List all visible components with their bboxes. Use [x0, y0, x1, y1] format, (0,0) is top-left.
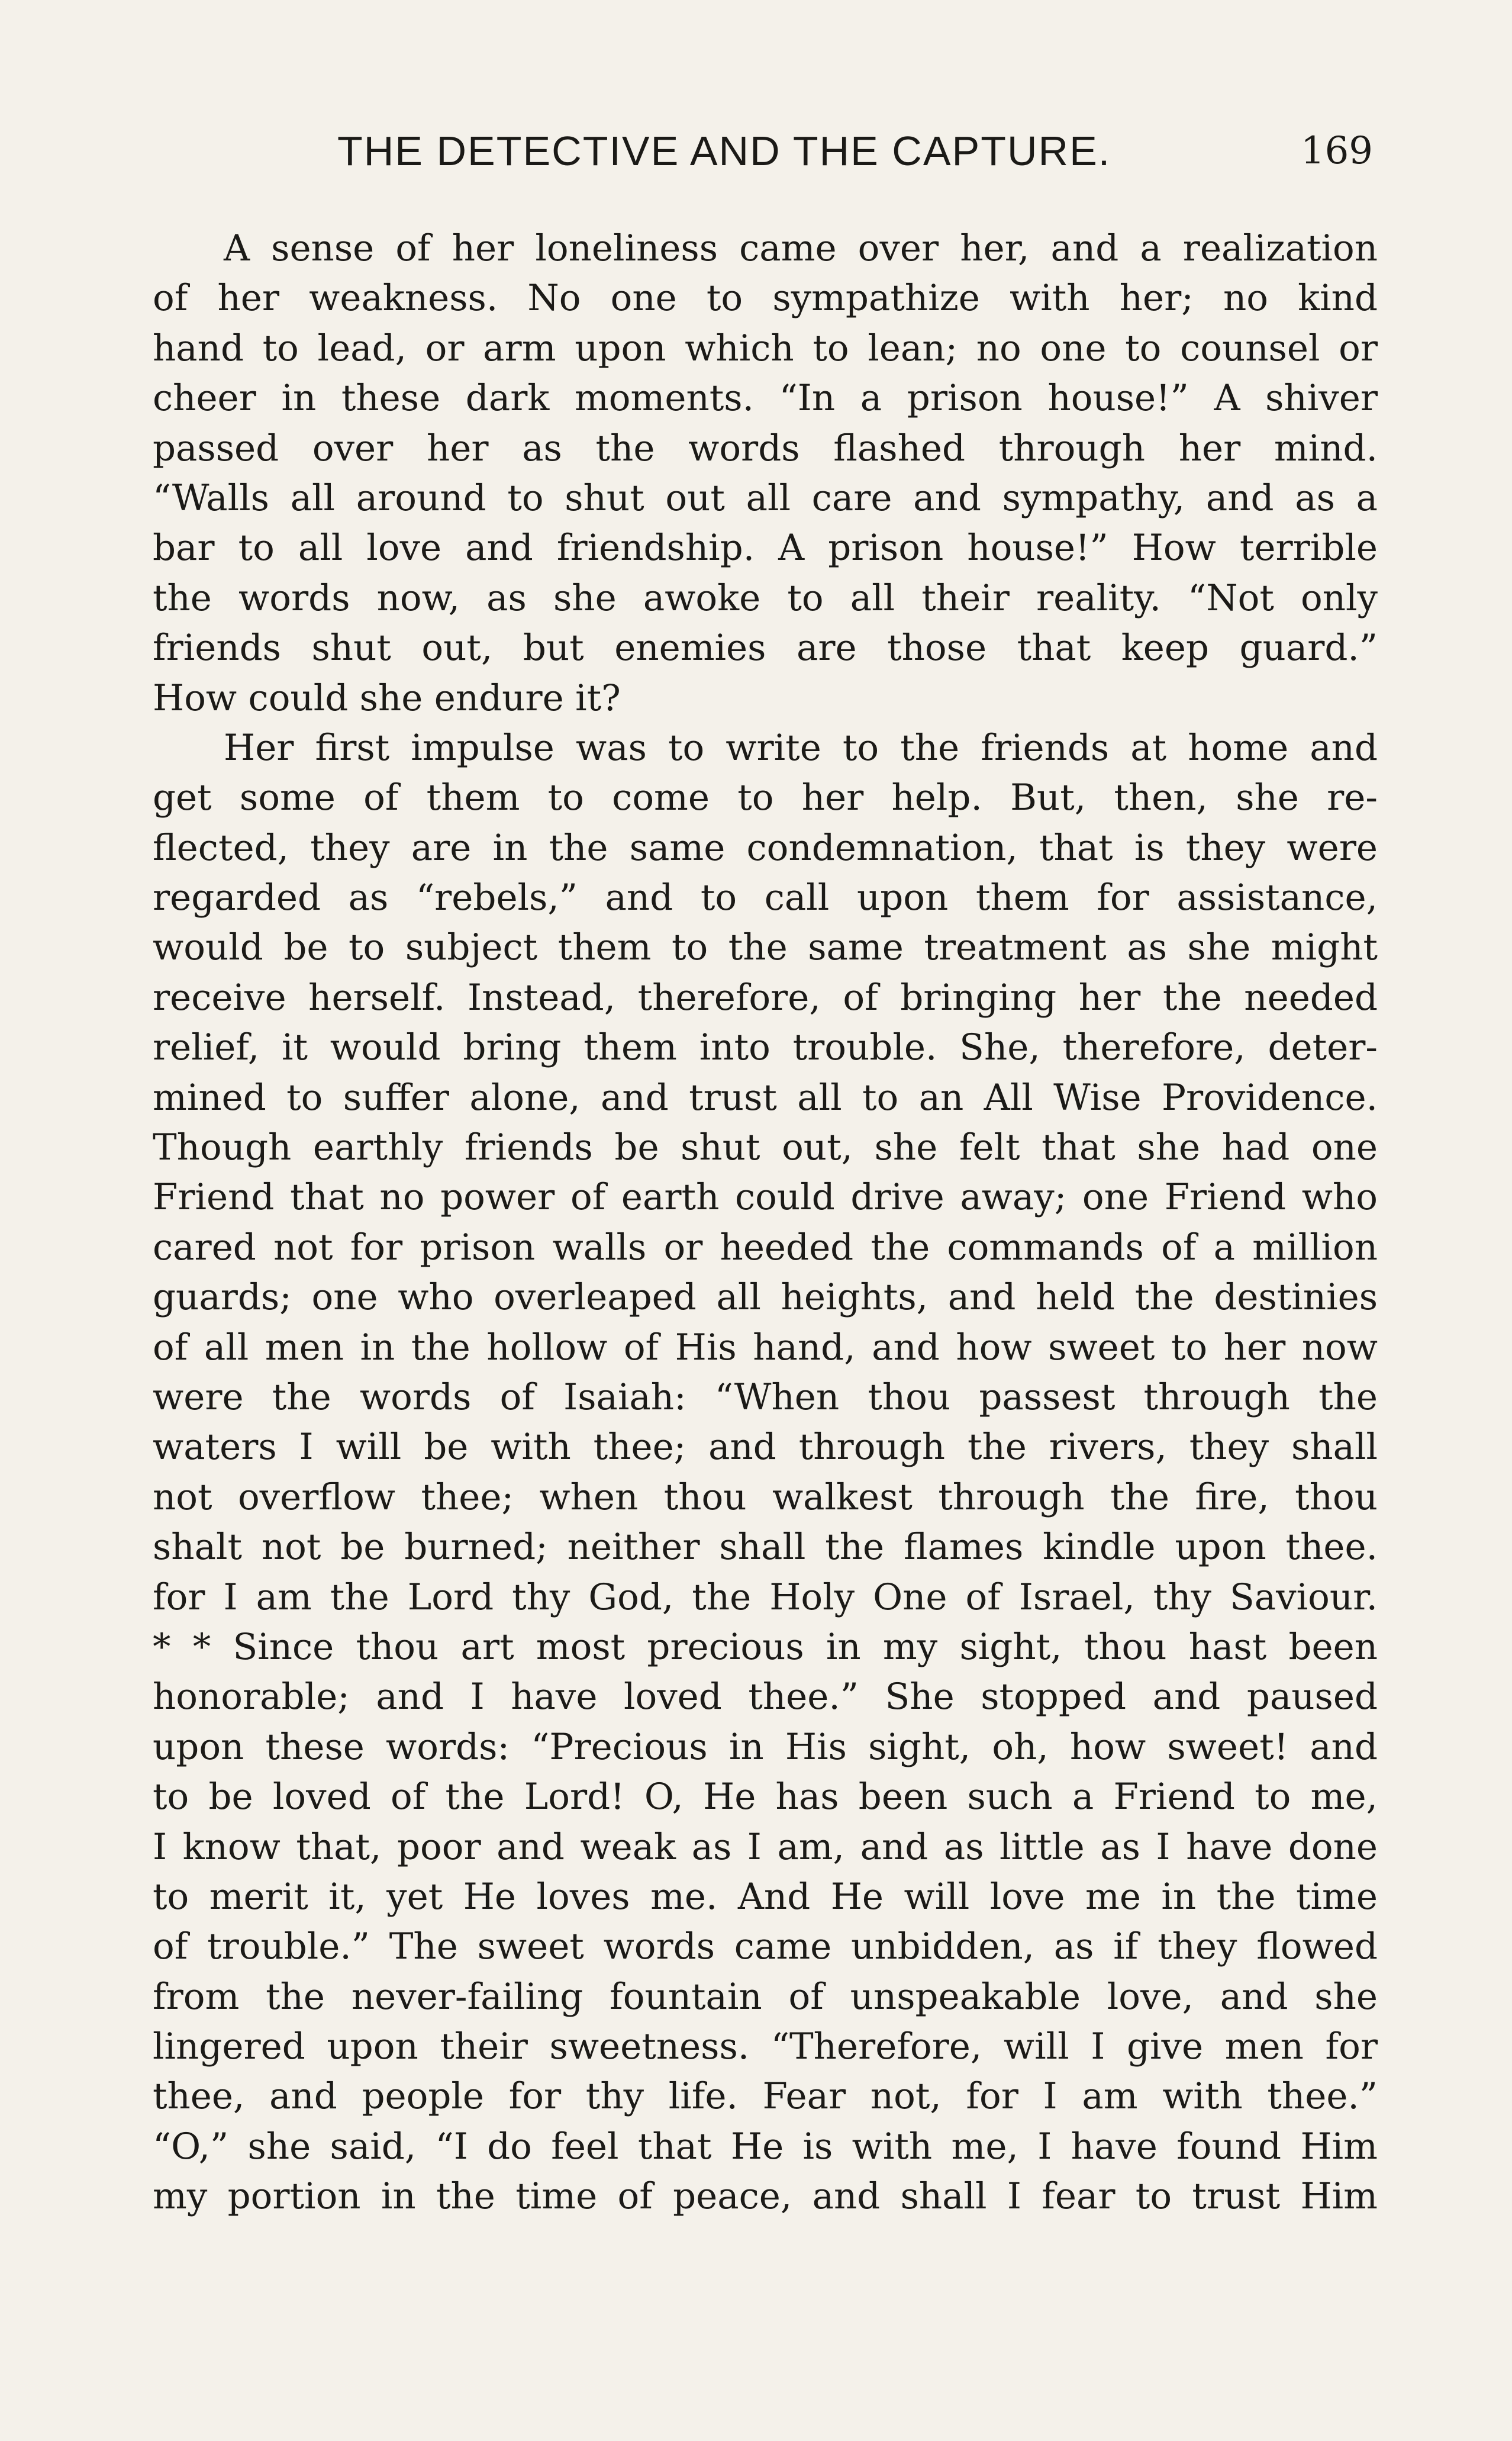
page-header: [154, 124, 1373, 178]
text-line: to be loved of the Lord! O, He has been such a Friend to me,: [153, 1776, 1378, 1818]
text-line: of all men in the hollow of His hand, and how sweet to her now: [153, 1326, 1378, 1368]
text-line: get some of them to come to her help. But, then, she re-: [153, 777, 1378, 819]
body-text: [153, 224, 1378, 2222]
text-line: for I am the Lord thy God, the Holy One of Israel, thy Saviour.: [153, 1576, 1378, 1618]
page-number: 169: [1300, 129, 1373, 173]
running-title: THE DETECTIVE AND THE CAPTURE.: [337, 128, 1111, 174]
text-line: * * Since thou art most precious in my sight, thou hast been: [153, 1625, 1378, 1668]
text-line: relief, it would bring them into trouble. She, therefore, deter-: [153, 1026, 1378, 1069]
text-line: regarded as “rebels,” and to call upon them for assistance,: [153, 877, 1378, 919]
text-line: hand to lead, or arm upon which to lean; no one to counsel or: [153, 327, 1378, 369]
text-line: Though earthly friends be shut out, she felt that she had one: [153, 1126, 1378, 1169]
text-line: would be to subject them to the same treatment as she might: [153, 926, 1378, 969]
text-line: my portion in the time of peace, and shall I fear to trust Him: [153, 2175, 1378, 2218]
text-line: honorable; and I have loved thee.” She stopped and paused: [153, 1676, 1378, 1718]
text-line: bar to all love and friendship. A prison house!” How terrible: [153, 527, 1378, 569]
text-line: shalt not be burned; neither shall the flames kindle upon thee.: [153, 1526, 1378, 1569]
text-line: flected, they are in the same condemnation, that is they were: [153, 826, 1378, 869]
text-line: mined to suffer alone, and trust all to an All Wise Providence.: [153, 1076, 1378, 1119]
text-line: thee, and people for thy life. Fear not, for I am with thee.”: [153, 2075, 1378, 2118]
text-line: A sense of her loneliness came over her, and a realization: [224, 227, 1378, 269]
text-line: “O,” she said, “I do feel that He is with me, I have found Him: [153, 2125, 1378, 2168]
text-line: upon these words: “Precious in His sight, oh, how sweet! and: [153, 1725, 1378, 1768]
text-line: lingered upon their sweetness. “Therefore, will I give men for: [153, 2025, 1378, 2068]
text-line: friends shut out, but enemies are those that keep guard.”: [153, 627, 1378, 669]
text-line: I know that, poor and weak as I am, and as little as I have done: [153, 1825, 1378, 1868]
text-line: Friend that no power of earth could drive away; one Friend who: [153, 1176, 1378, 1219]
text-line: cared not for prison walls or heeded the commands of a million: [153, 1226, 1378, 1268]
text-line: waters I will be with thee; and through the rivers, they shall: [153, 1426, 1378, 1469]
text-line: How could she endure it?: [153, 677, 621, 719]
text-line: passed over her as the words flashed through her mind.: [153, 427, 1378, 469]
text-line: of trouble.” The sweet words came unbidden, as if they flowed: [153, 1925, 1378, 1968]
text-line: “Walls all around to shut out all care and sympathy, and as a: [153, 476, 1378, 519]
text-line: receive herself. Instead, therefore, of bringing her the needed: [153, 976, 1378, 1019]
text-line: were the words of Isaiah: “When thou passest through the: [153, 1376, 1378, 1418]
text-line: not overflow thee; when thou walkest through the fire, thou: [153, 1476, 1378, 1518]
text-line: of her weakness. No one to sympathize with her; no kind: [153, 277, 1378, 320]
text-line: cheer in these dark moments. “In a prison house!” A shiver: [153, 377, 1378, 420]
text-line: guards; one who overleaped all heights, and held the destinies: [153, 1276, 1378, 1319]
text-line: to merit it, yet He loves me. And He will love me in the time: [153, 1875, 1378, 1918]
text-line: Her first impulse was to write to the friends at home and: [224, 726, 1378, 769]
text-line: from the never-failing fountain of unspeakable love, and she: [153, 1975, 1378, 2018]
text-line: the words now, as she awoke to all their reality. “Not only: [153, 577, 1378, 619]
